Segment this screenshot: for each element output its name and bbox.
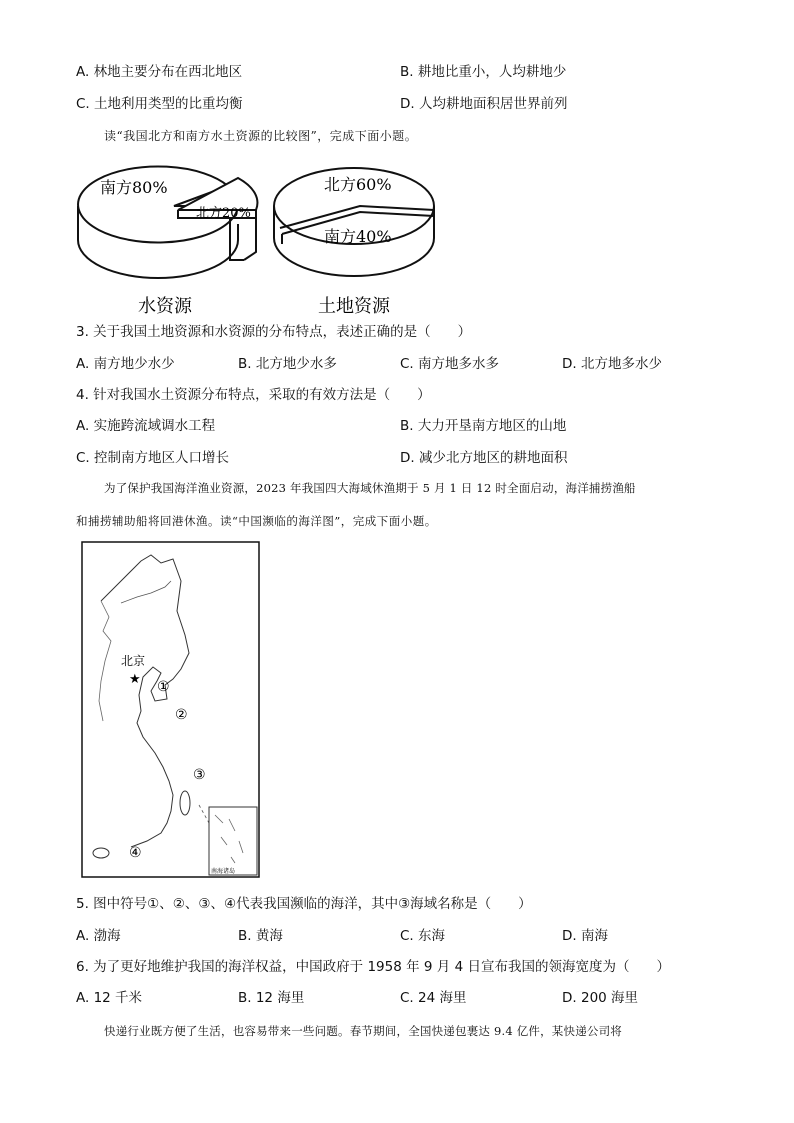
land-north-label: 北方60%: [324, 175, 392, 194]
q4-stem: 4. 针对我国水土资源分布特点，采取的有效方法是（ ）: [76, 387, 431, 403]
intro-express: 快递行业既方便了生活，也容易带来一些问题。春节期间，全国快递包裹达 9.4 亿件，某快递公司将: [104, 1024, 622, 1038]
sea-marker-4: ④: [129, 845, 142, 861]
q6-stem: 6. 为了更好地维护我国的海洋权益，中国政府于 1958 年 9 月 4 日宣布我国的领海宽度为（ ）: [76, 959, 670, 975]
q6-option-d: D. 200 海里: [562, 990, 639, 1006]
q5-option-c: C. 东海: [400, 928, 446, 944]
q3-option-b: B. 北方地少水多: [238, 356, 337, 372]
sea-marker-1: ①: [157, 679, 170, 695]
q2-option-c: C. 土地利用类型的比重均衡: [76, 96, 243, 112]
q4-option-a: A. 实施跨流域调水工程: [76, 418, 216, 434]
intro-water-land: 读“我国北方和南方水土资源的比较图”，完成下面小题。: [104, 129, 418, 143]
q4-option-b: B. 大力开垦南方地区的山地: [400, 418, 567, 434]
q5-option-d: D. 南海: [562, 928, 608, 944]
beijing-label: 北京: [121, 654, 146, 668]
water-south-label: 南方80%: [100, 178, 168, 197]
sea-marker-3: ③: [193, 767, 206, 783]
inset-label: 南海诸岛: [211, 868, 236, 875]
q6-option-c: C. 24 海里: [400, 990, 467, 1006]
q3-option-a: A. 南方地少水少: [76, 356, 175, 372]
q6-option-a: A. 12 千米: [76, 990, 143, 1006]
q5-option-a: A. 渤海: [76, 928, 121, 944]
sea-marker-2: ②: [175, 707, 188, 723]
q3-stem: 3. 关于我国土地资源和水资源的分布特点，表述正确的是（ ）: [76, 324, 472, 340]
water-caption: 水资源: [138, 296, 192, 317]
q2-option-a: A. 林地主要分布在西北地区: [76, 64, 243, 80]
q4-option-d: D. 减少北方地区的耕地面积: [400, 450, 568, 466]
q3-option-d: D. 北方地多水少: [562, 356, 662, 372]
intro-sea-line1: 为了保护我国海洋渔业资源，2023 年我国四大海域休渔期于 5 月 1 日 12 时全面启动，海洋捕捞渔船: [104, 481, 636, 495]
south-china-sea-inset: [209, 807, 257, 875]
q5-stem: 5. 图中符号①、②、③、④代表我国濒临的海洋，其中③海域名称是（ ）: [76, 896, 532, 912]
land-caption: 土地资源: [318, 296, 390, 317]
q2-option-d: D. 人均耕地面积居世界前列: [400, 96, 568, 112]
china-seas-map: [81, 541, 261, 879]
land-south-label: 南方40%: [324, 227, 392, 246]
q6-option-b: B. 12 海里: [238, 990, 305, 1006]
intro-sea-line2: 和捕捞辅助船将回港休渔。读“中国濒临的海洋图”，完成下面小题。: [76, 514, 437, 528]
q2-option-b: B. 耕地比重小，人均耕地少: [400, 64, 567, 80]
q4-option-c: C. 控制南方地区人口增长: [76, 450, 230, 466]
q3-option-c: C. 南方地多水多: [400, 356, 500, 372]
star-icon: ★: [129, 672, 141, 687]
water-land-comparison-figure: [70, 148, 450, 318]
water-north-label: 北方20%: [196, 206, 251, 221]
q5-option-b: B. 黄海: [238, 928, 283, 944]
